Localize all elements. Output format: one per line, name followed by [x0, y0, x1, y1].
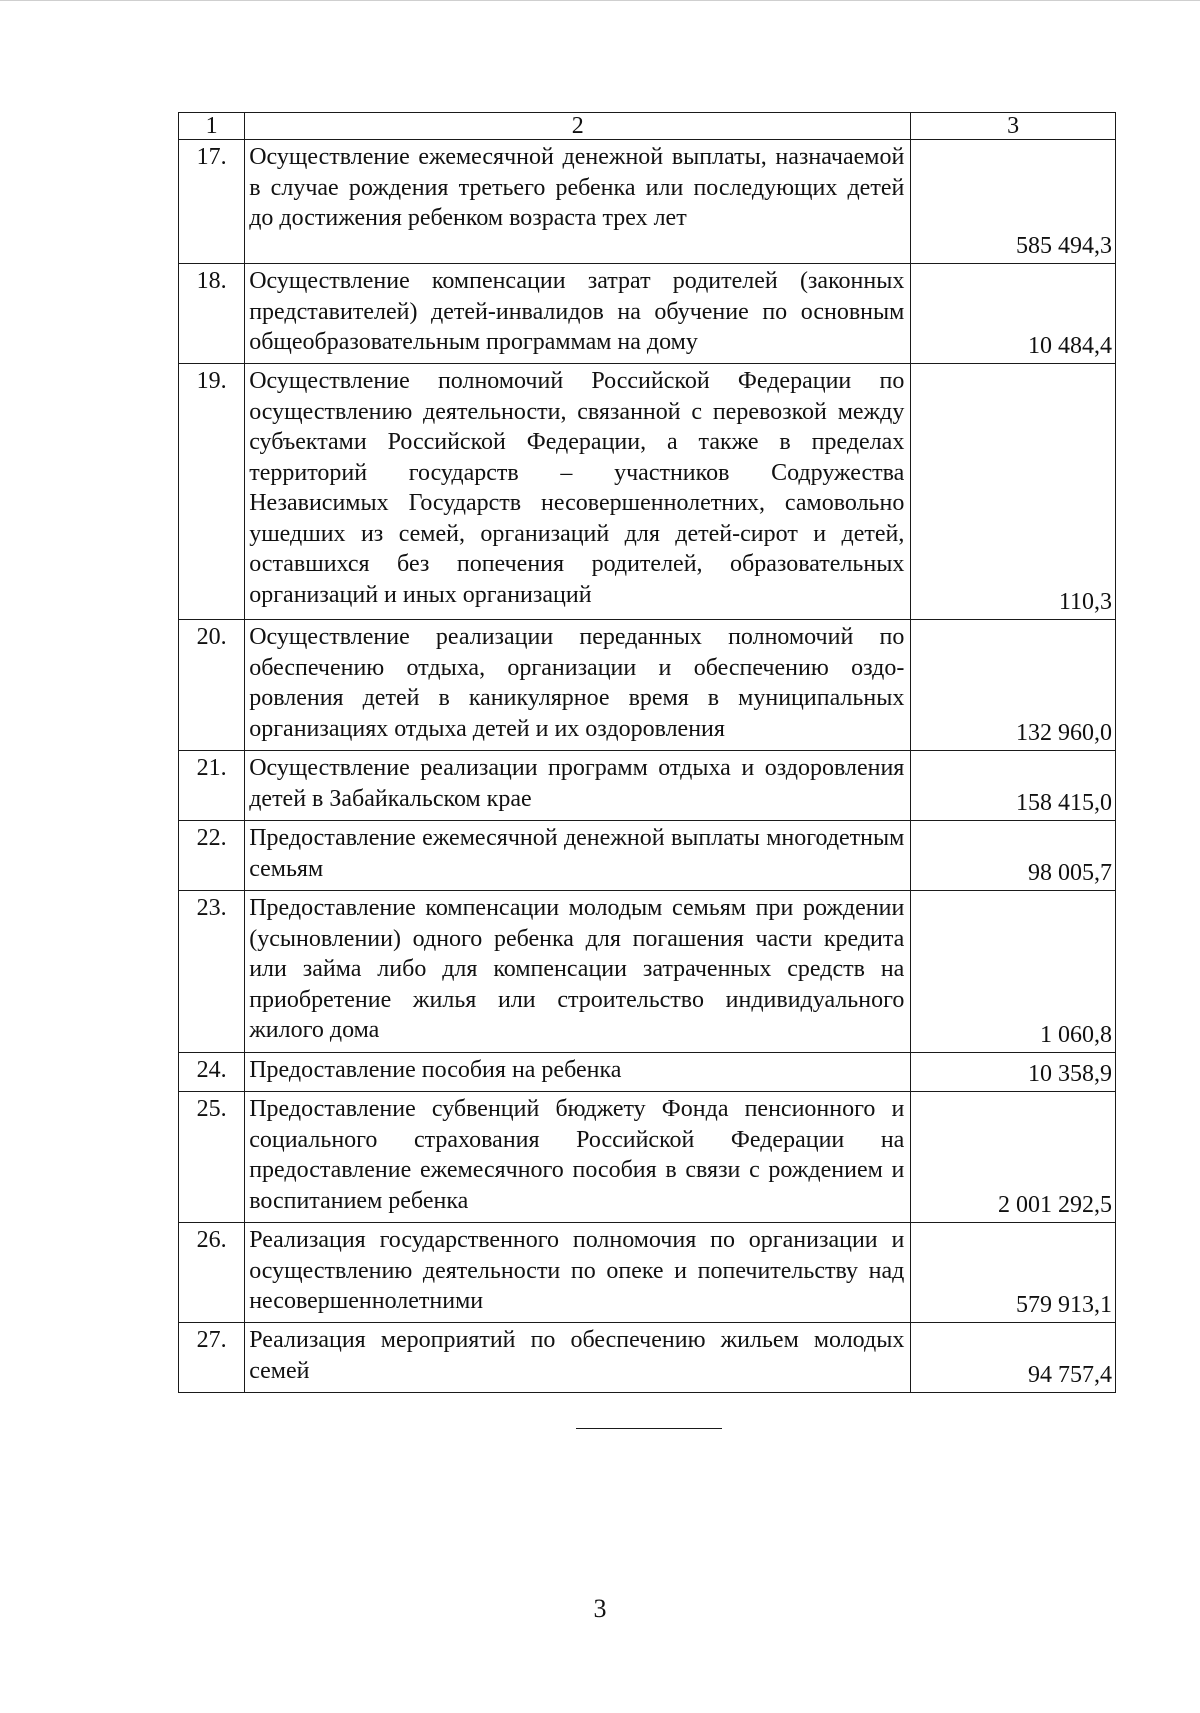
allocation-table [178, 112, 1116, 1393]
row-number: 23. [179, 891, 245, 1053]
row-number: 19. [179, 364, 245, 620]
row-number: 25. [179, 1092, 245, 1223]
table-row-26 [179, 1223, 1116, 1323]
row-amount: 158 415,0 [911, 751, 1116, 821]
row-number: 24. [179, 1053, 245, 1092]
row-amount: 579 913,1 [911, 1223, 1116, 1323]
table-row-22 [179, 821, 1116, 891]
table-row-27 [179, 1323, 1116, 1393]
row-amount: 94 757,4 [911, 1323, 1116, 1393]
row-number: 17. [179, 140, 245, 264]
row-amount: 132 960,0 [911, 620, 1116, 751]
table-row-21 [179, 751, 1116, 821]
row-amount: 1 060,8 [911, 891, 1116, 1053]
row-description: Реализация мероприятий по обеспечению жильем молодых семей [245, 1323, 911, 1393]
page-top-edge [0, 0, 1200, 2]
row-amount: 2 001 292,5 [911, 1092, 1116, 1223]
row-number: 18. [179, 264, 245, 364]
header-column-1: 1 [179, 113, 245, 140]
header-column-3: 3 [911, 113, 1116, 140]
row-amount: 98 005,7 [911, 821, 1116, 891]
row-description: Предоставление субвенций бюджету Фонда пенсионного и социального страхования Российской Федерации на предоставление ежемесячного пособия в связи с рождением и воспитанием ребенка [245, 1092, 911, 1223]
page-number: 3 [593, 1594, 607, 1623]
row-description: Осуществление ежемесячной денежной выплаты, назначаемой в случае рождения третьего ребенка или последующих детей до достижения ребенком возраста трех лет [245, 140, 911, 264]
table-row-18 [179, 264, 1116, 364]
row-number: 26. [179, 1223, 245, 1323]
row-description: Осуществление компенсации затрат родителей (законных представителей) детей-инвалидов на обучение по основным общеобразовательным программам на дому [245, 264, 911, 364]
row-amount: 10 358,9 [911, 1053, 1116, 1092]
table-row-25 [179, 1092, 1116, 1223]
table-row-24 [179, 1053, 1116, 1092]
table-row-17 [179, 140, 1116, 264]
row-number: 22. [179, 821, 245, 891]
table-row-23 [179, 891, 1116, 1053]
row-description: Осуществление полномочий Российской Федерации по осуществлению деятельности, связанной с перевозкой между субъектами Российской Федерации, а также в пределах территорий государств – участников Содружества Независимых Государств несовершеннолетних, самовольно ушедших из семей, организаций для детей-сирот и детей, оставшихся без попечения родителей, образовательных организаций и иных организаций [245, 364, 911, 620]
row-description: Предоставление ежемесячной денежной выплаты многодетным семьям [245, 821, 911, 891]
row-description: Предоставление компенсации молодым семьям при рождении (усыновлении) одного ребенка для погашения части кредита или займа либо для компенсации затраченных средств на приобретение жилья или строительство индивидуального жилого дома [245, 891, 911, 1053]
row-number: 21. [179, 751, 245, 821]
table-row-20 [179, 620, 1116, 751]
row-amount: 10 484,4 [911, 264, 1116, 364]
header-column-2: 2 [245, 113, 911, 140]
table-header-row [179, 113, 1116, 140]
row-description: Осуществление реализации программ отдыха и оздоровления детей в Забайкальском крае [245, 751, 911, 821]
row-amount: 585 494,3 [911, 140, 1116, 264]
row-description: Осуществление реализации переданных полномочий по обеспечению отдыха, организации и обеспечению оздоровления детей в каникулярное время в муниципальных организациях отдыха детей и их оздоровления [245, 620, 911, 751]
row-description: Реализация государственного полномочия по организации и осуществлению деятельности по опеке и попечительству над несовершеннолетними [245, 1223, 911, 1323]
row-number: 27. [179, 1323, 245, 1393]
row-amount: 110,3 [911, 364, 1116, 620]
closing-rule [576, 1428, 722, 1429]
table-row-19 [179, 364, 1116, 620]
row-number: 20. [179, 620, 245, 751]
row-description: Предоставление пособия на ребенка [245, 1053, 911, 1092]
